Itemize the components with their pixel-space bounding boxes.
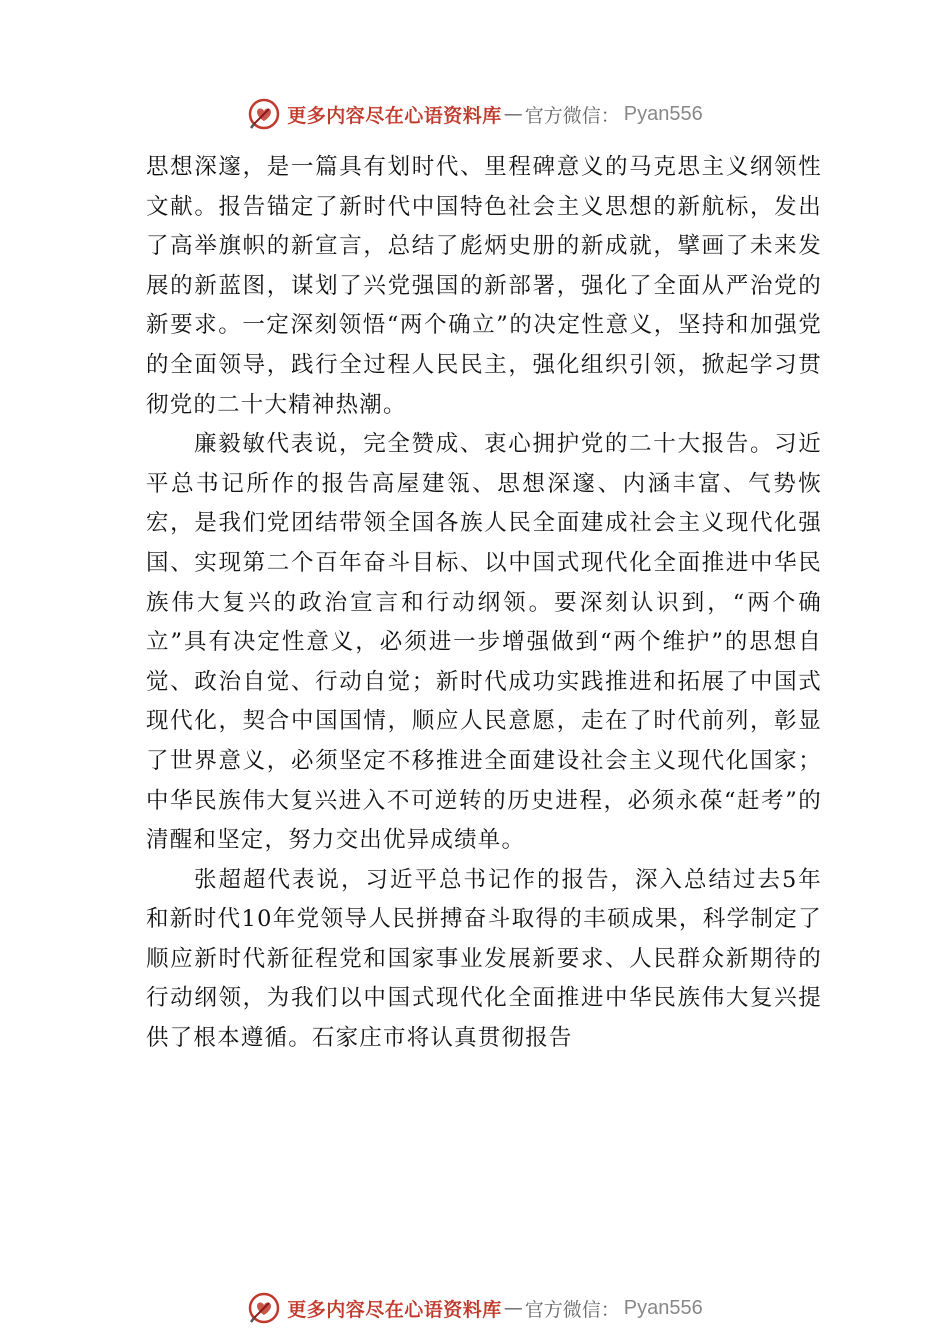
header-label: 官方微信： xyxy=(524,104,620,127)
heart-pen-logo-icon xyxy=(247,1291,281,1325)
heart-pen-logo-icon xyxy=(247,97,281,131)
footer-banner xyxy=(0,1288,950,1328)
header-separator: — xyxy=(503,103,523,125)
footer-separator: — xyxy=(503,1297,523,1319)
header-brand: 更多内容尽在心语资料库 xyxy=(287,104,502,127)
footer-label: 官方微信： xyxy=(524,1298,620,1321)
header-wechat-id: Pyan556 xyxy=(623,102,703,125)
paragraph: 张超超代表说，习近平总书记作的报告，深入总结过去5年和新时代10年党领导人民拼搏奋斗取得的丰硕成果，科学制定了顺应新时代新征程党和国家事业发展新要求、人民群众新期待的行动纲领，为我们以中国式现代化全面推进中华民族伟大复兴提供了根本遵循。石家庄市将认真贯彻报告 xyxy=(146,866,822,1052)
footer-wechat-id: Pyan556 xyxy=(623,1296,703,1319)
paragraph: 廉毅敏代表说，完全赞成、衷心拥护党的二十大报告。习近平总书记所作的报告高屋建瓴、思想深邃、内涵丰富、气势恢宏，是我们党团结带领全国各族人民全面建成社会主义现代化强国、实现第二个百年奋斗目标、以中国式现代化全面推进中华民族伟大复兴的政治宣言和行动纲领。要深刻认识到，“两个确立”具有决定性意义，必须进一步增强做到“两个维护”的思想自觉、政治自觉、行动自觉；新时代成功实践推进和拓展了中国式现代化，契合中国国情，顺应人民意愿，走在了时代前列，彰显了世界意义，必须坚定不移推进全面建设社会主义现代化国家；中华民族伟大复兴进入不可逆转的历史进程，必须永葆“赶考”的清醒和坚定，努力交出优异成绩单。 xyxy=(146,431,822,854)
paragraph: 思想深邃，是一篇具有划时代、里程碑意义的马克思主义纲领性文献。报告锚定了新时代中国特色社会主义思想的新航标，发出了高举旗帜的新宣言，总结了彪炳史册的新成就，擘画了未来发展的新蓝图，谋划了兴党强国的新部署，强化了全面从严治党的新要求。一定深刻领悟“两个确立”的决定性意义，坚持和加强党的全面领导，践行全过程人民民主，强化组织引领，掀起学习贯彻党的二十大精神热潮。 xyxy=(146,154,822,418)
header-banner xyxy=(0,94,950,134)
footer-brand: 更多内容尽在心语资料库 xyxy=(287,1298,502,1321)
document-body xyxy=(146,148,822,1059)
